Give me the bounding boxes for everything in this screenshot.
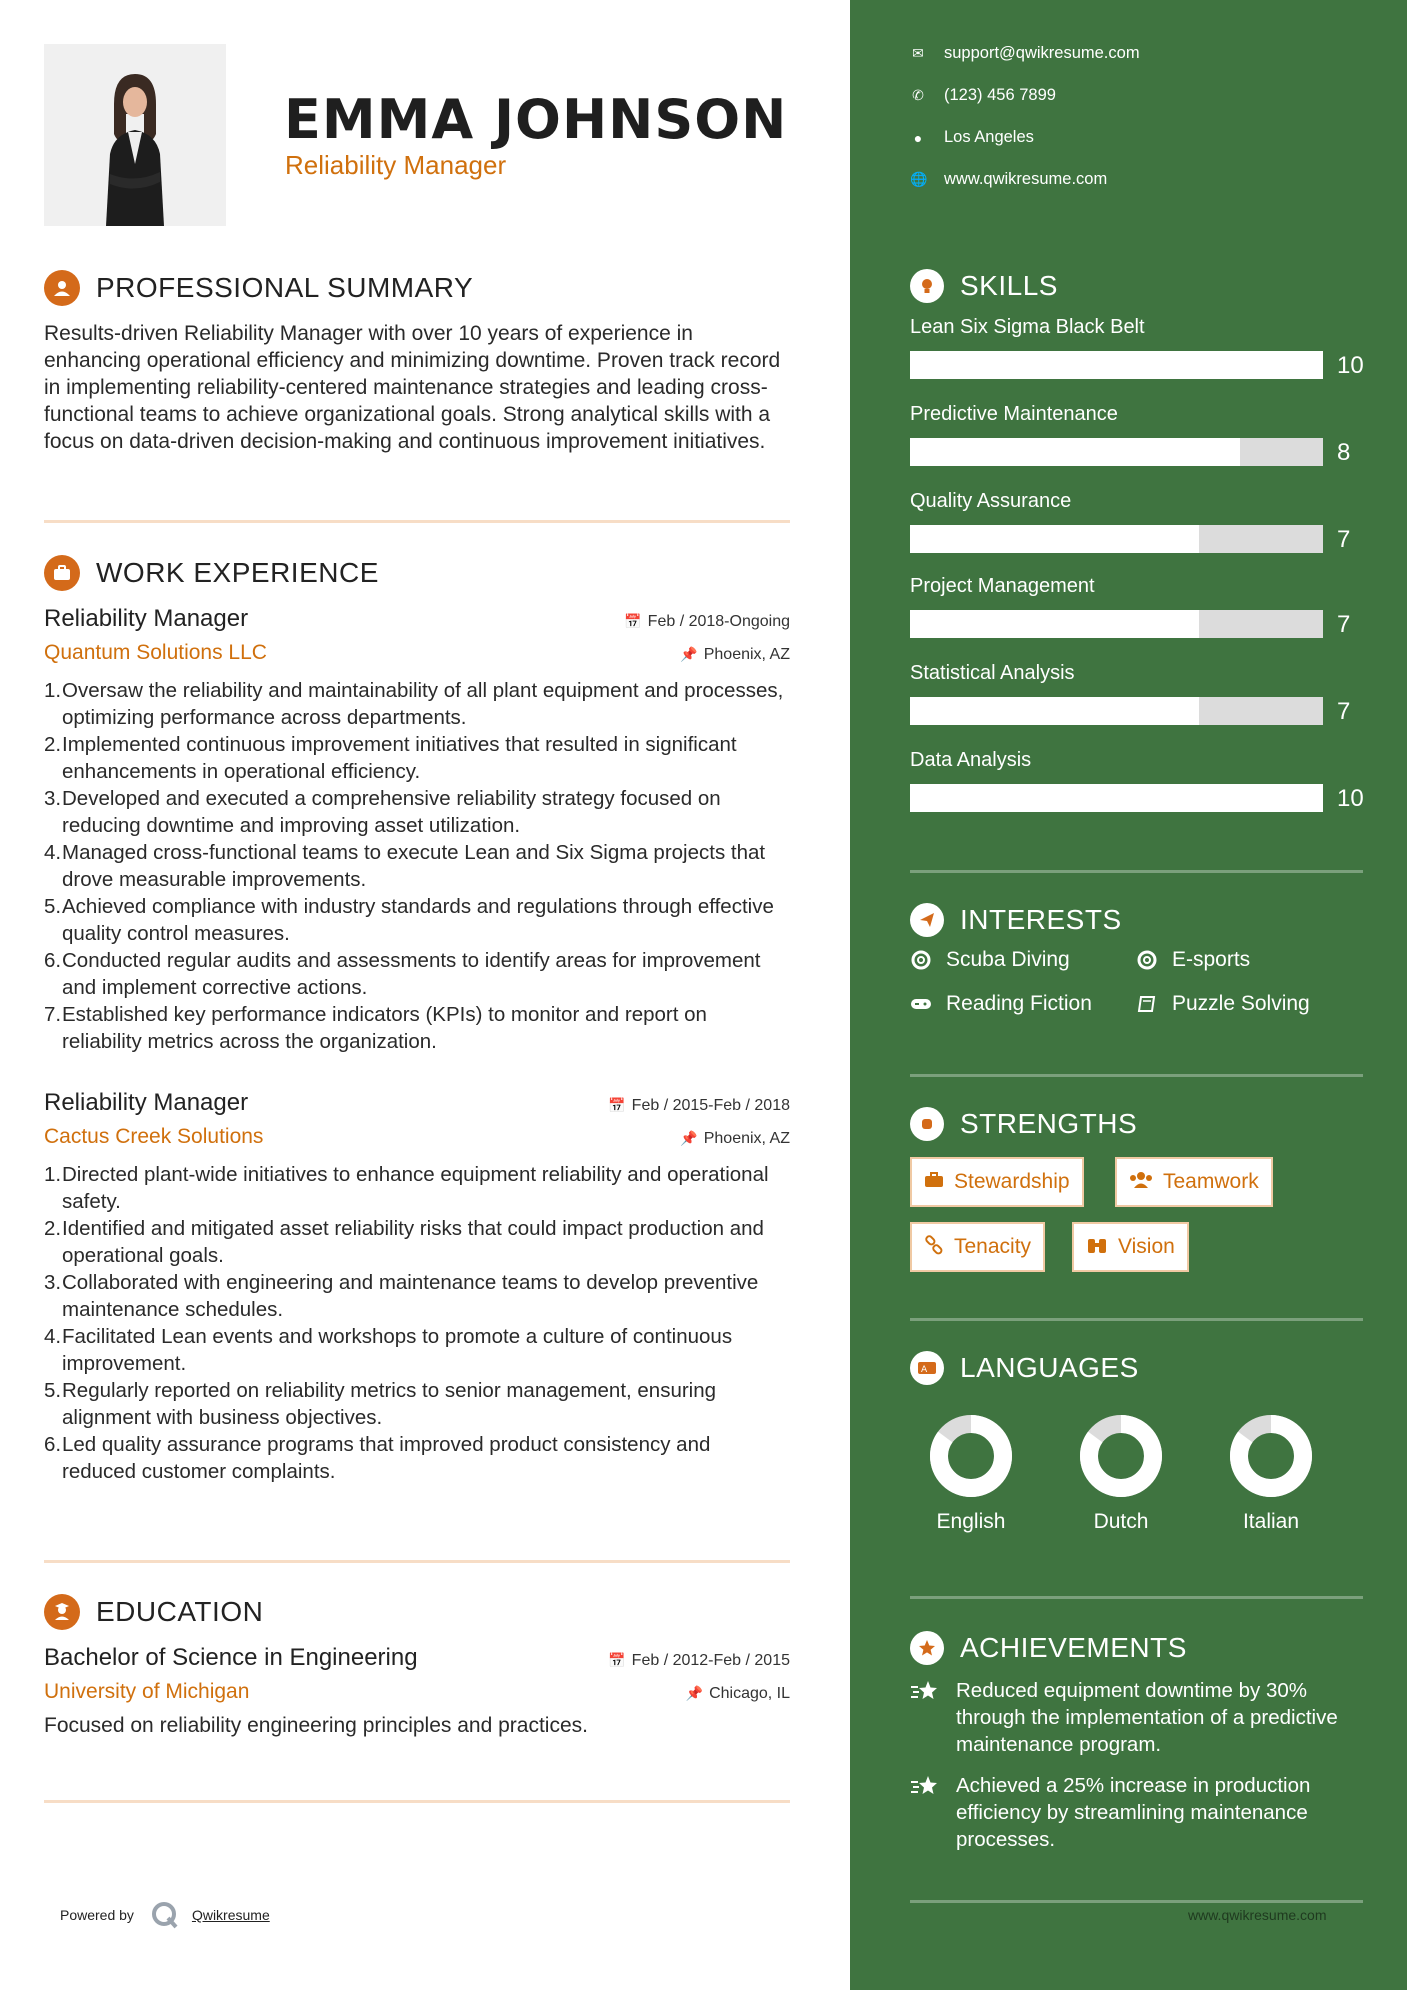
list-item: 5. Regularly reported on reliability metrics to senior management, ensuring alignment with business objectives. bbox=[44, 1379, 717, 1429]
language-ring bbox=[1229, 1414, 1313, 1498]
skill-item: Predictive Maintenance 8 bbox=[910, 403, 1351, 466]
list-item: 1. Oversaw the reliability and maintainability of all plant equipment and processes, optimizing performance across departments. bbox=[44, 679, 784, 729]
education-title: EDUCATION bbox=[96, 1596, 264, 1627]
job-title: Reliability Manager bbox=[44, 605, 249, 632]
work-title: WORK EXPERIENCE bbox=[96, 557, 379, 588]
qwikresume-link[interactable]: Qwikresume bbox=[191, 1907, 270, 1923]
language-item: Dutch bbox=[1066, 1414, 1176, 1534]
achievement-item: Reduced equipment downtime by 30% through the implementation of a predictive maintenance program. bbox=[910, 1677, 1363, 1758]
interest-item: Reading Fiction bbox=[910, 992, 1092, 1016]
interests-header bbox=[910, 900, 1122, 940]
star-badge-icon bbox=[910, 1631, 944, 1665]
skill-bar bbox=[910, 438, 1323, 466]
list-item: 6. Conducted regular audits and assessments to identify areas for improvement and implement corrective actions. bbox=[44, 949, 761, 999]
contact-website bbox=[910, 170, 1107, 189]
person-portrait-icon bbox=[44, 44, 226, 226]
qwikresume-logo-icon bbox=[150, 1900, 180, 1930]
skills-header bbox=[910, 266, 1058, 306]
globe-icon: 🌐 bbox=[910, 171, 928, 187]
footer-site[interactable]: www.qwikresume.com bbox=[1188, 1907, 1327, 1923]
summary-section bbox=[44, 268, 790, 455]
job-company: Cactus Creek Solutions bbox=[44, 1125, 264, 1148]
list-item: 5. Achieved compliance with industry standards and regulations through effective quality control measures. bbox=[44, 895, 774, 945]
list-item: 3. Collaborated with engineering and maintenance teams to develop preventive maintenance schedules. bbox=[44, 1271, 759, 1321]
strengths-header bbox=[910, 1104, 1137, 1144]
pin-icon: 📌 bbox=[685, 1685, 704, 1701]
section-divider bbox=[910, 1900, 1363, 1903]
strengths-title: STRENGTHS bbox=[960, 1108, 1138, 1139]
languages-title: LANGUAGES bbox=[960, 1352, 1139, 1383]
list-item: 4. Facilitated Lean events and workshops to promote a culture of continuous improvement. bbox=[44, 1325, 733, 1375]
strength-tag: Teamwork bbox=[1115, 1157, 1273, 1207]
job-title: Reliability Manager bbox=[44, 1089, 249, 1116]
education-section bbox=[44, 1592, 790, 1738]
skill-item: Project Management 7 bbox=[910, 575, 1351, 638]
candidate-role: Reliability Manager bbox=[285, 150, 507, 180]
calendar-icon: 📅 bbox=[608, 1097, 626, 1113]
summary-text: Results-driven Reliability Manager with over 10 years of experience in enhancing operational efficiency and minimizing downtime. Proven track record in implementing reliability-centered maintenance strategies and leading cross-functional teams to achieve organizational goals. Strong analytical skills with a focus on data-driven decision-making and continuous improvement initiatives. bbox=[44, 322, 781, 453]
language-icon bbox=[910, 1351, 944, 1385]
paper-plane-icon bbox=[910, 903, 944, 937]
job-location: Phoenix, AZ bbox=[703, 1129, 790, 1147]
pin-icon: 📌 bbox=[680, 1130, 698, 1146]
job-bullets bbox=[44, 1161, 790, 1485]
powered-by-label: Powered by bbox=[60, 1907, 134, 1923]
skill-bar bbox=[910, 784, 1323, 812]
list-item: 1. Directed plant-wide initiatives to enhance equipment reliability and operational safety. bbox=[44, 1163, 769, 1213]
star-icon bbox=[910, 1679, 940, 1758]
book-icon bbox=[1136, 993, 1158, 1015]
skill-item: Lean Six Sigma Black Belt 10 bbox=[910, 316, 1364, 379]
gamepad-icon bbox=[910, 993, 932, 1015]
pin-icon: 📌 bbox=[680, 646, 698, 662]
location-text: Los Angeles bbox=[944, 128, 1034, 146]
sidebar bbox=[850, 0, 1407, 1990]
skill-bar bbox=[910, 525, 1323, 553]
interest-item: E-sports bbox=[1136, 948, 1250, 972]
language-ring bbox=[1079, 1414, 1163, 1498]
phone-icon: ✆ bbox=[912, 87, 924, 103]
interests-title: INTERESTS bbox=[960, 904, 1122, 935]
website-text[interactable]: www.qwikresume.com bbox=[944, 170, 1108, 188]
section-divider bbox=[910, 1318, 1363, 1321]
interest-item: Puzzle Solving bbox=[1136, 992, 1310, 1016]
skill-item: Data Analysis 10 bbox=[910, 749, 1364, 812]
briefcase-icon bbox=[44, 555, 80, 591]
education-description: Focused on reliability engineering principles and practices. bbox=[44, 1714, 588, 1737]
job-entry bbox=[44, 1089, 790, 1485]
skills-title: SKILLS bbox=[960, 270, 1058, 301]
user-circle-icon bbox=[44, 270, 80, 306]
summary-title: PROFESSIONAL SUMMARY bbox=[96, 272, 474, 303]
list-item: 2. Implemented continuous improvement initiatives that resulted in significant enhancements in operational efficiency. bbox=[44, 733, 737, 783]
section-divider bbox=[44, 520, 790, 523]
education-date: Feb / 2012-Feb / 2015 bbox=[631, 1651, 790, 1669]
list-item: 3. Developed and executed a comprehensive reliability strategy focused on reducing downtime and improving asset utilization. bbox=[44, 787, 721, 837]
skill-item: Quality Assurance 7 bbox=[910, 490, 1351, 553]
graduate-icon bbox=[44, 1594, 80, 1630]
phone-text: (123) 456 7899 bbox=[944, 86, 1056, 104]
skill-bar bbox=[910, 610, 1323, 638]
section-divider bbox=[910, 1074, 1363, 1077]
job-company: Quantum Solutions LLC bbox=[44, 641, 267, 664]
section-divider bbox=[44, 1800, 790, 1803]
skill-bar bbox=[910, 697, 1323, 725]
job-date: Feb / 2015-Feb / 2018 bbox=[631, 1096, 790, 1114]
list-item: 2. Identified and mitigated asset reliability risks that could impact production and operational goals. bbox=[44, 1217, 764, 1267]
section-divider bbox=[44, 1560, 790, 1563]
profile-photo bbox=[44, 44, 226, 226]
star-icon bbox=[910, 1774, 940, 1853]
link-icon bbox=[924, 1235, 944, 1260]
lightbulb-icon bbox=[910, 269, 944, 303]
users-icon bbox=[1129, 1171, 1153, 1194]
work-section bbox=[44, 553, 790, 1485]
job-entry bbox=[44, 605, 790, 1055]
interest-item: Scuba Diving bbox=[910, 948, 1070, 972]
skill-item: Statistical Analysis 7 bbox=[910, 662, 1351, 725]
strength-tag: Stewardship bbox=[910, 1157, 1084, 1207]
section-divider bbox=[910, 870, 1363, 873]
contact-location bbox=[910, 128, 1034, 147]
list-item: 6. Led quality assurance programs that improved product consistency and reduced customer complaints. bbox=[44, 1433, 711, 1483]
contact-phone bbox=[910, 86, 1056, 105]
envelope-icon: ✉ bbox=[912, 45, 924, 61]
email-text[interactable]: support@qwikresume.com bbox=[944, 44, 1140, 62]
job-date: Feb / 2018-Ongoing bbox=[647, 612, 790, 630]
svg-text:A: A bbox=[921, 1365, 928, 1375]
skill-bar bbox=[910, 351, 1323, 379]
section-divider bbox=[910, 1596, 1363, 1599]
school: University of Michigan bbox=[44, 1680, 250, 1703]
fist-icon bbox=[910, 1107, 944, 1141]
list-item: 4. Managed cross-functional teams to execute Lean and Six Sigma projects that drove measurable improvements. bbox=[44, 841, 766, 891]
languages-header bbox=[910, 1348, 1139, 1388]
candidate-name: EMMA JOHNSON bbox=[284, 88, 788, 151]
lifebuoy-icon bbox=[1136, 949, 1158, 971]
strength-tag: Vision bbox=[1072, 1222, 1189, 1272]
achievements-title: ACHIEVEMENTS bbox=[960, 1632, 1187, 1663]
job-bullets bbox=[44, 677, 790, 1055]
achievements-header bbox=[910, 1628, 1187, 1668]
powered-by-footer bbox=[60, 1900, 270, 1930]
degree: Bachelor of Science in Engineering bbox=[44, 1644, 418, 1671]
achievement-item: Achieved a 25% increase in production efficiency by streamlining maintenance processes. bbox=[910, 1772, 1363, 1853]
job-location: Phoenix, AZ bbox=[703, 645, 790, 663]
binoculars-icon bbox=[1086, 1235, 1108, 1260]
education-entry bbox=[44, 1644, 790, 1738]
contact-email bbox=[910, 44, 1140, 63]
strength-tag: Tenacity bbox=[910, 1222, 1045, 1272]
language-ring bbox=[929, 1414, 1013, 1498]
map-pin-icon: ● bbox=[913, 129, 923, 146]
calendar-icon: 📅 bbox=[608, 1652, 626, 1668]
calendar-icon: 📅 bbox=[624, 613, 642, 629]
language-item: Italian bbox=[1216, 1414, 1326, 1534]
education-location: Chicago, IL bbox=[709, 1684, 790, 1702]
list-item: 7. Established key performance indicators (KPIs) to monitor and report on reliability metrics across the organization. bbox=[44, 1003, 707, 1053]
lifebuoy-icon bbox=[910, 949, 932, 971]
briefcase-icon bbox=[924, 1171, 944, 1194]
language-item: English bbox=[916, 1414, 1026, 1534]
